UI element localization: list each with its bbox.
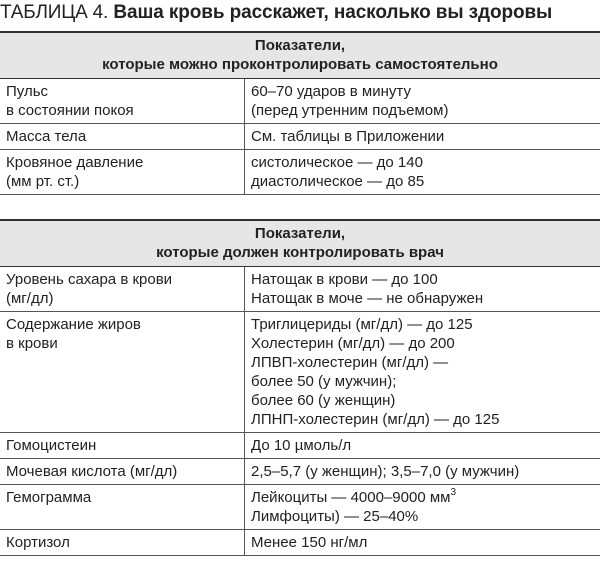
value-line: (перед утренним подъемом) xyxy=(251,102,449,119)
row-value xyxy=(245,530,600,555)
table-doctor-monitoring-header xyxy=(0,221,600,267)
value-line: Натощак в крови — до 100 xyxy=(251,271,438,288)
table-self-monitoring-header xyxy=(0,33,600,79)
value-line: Лимфоциты) — 25–40% xyxy=(251,508,419,525)
value-line: 60–70 ударов в минуту xyxy=(251,83,411,100)
table-row-uric-acid xyxy=(0,459,600,485)
header-line: которые можно проконтролировать самостоятельно xyxy=(102,56,498,73)
row-label xyxy=(0,79,245,123)
row-label xyxy=(0,433,245,458)
row-value xyxy=(245,485,600,529)
label-line: Мочевая кислота (мг/дл) xyxy=(6,463,178,480)
label-line: в крови xyxy=(6,335,58,352)
value-line: См. таблицы в Приложении xyxy=(251,128,445,145)
row-label xyxy=(0,312,245,432)
value-line xyxy=(251,488,596,507)
table-row-blood-pressure xyxy=(0,150,600,195)
value-line: Триглицериды (мг/дл) — до 125 xyxy=(251,316,473,333)
label-line: Уровень сахара в крови xyxy=(6,271,173,288)
row-value xyxy=(245,312,600,432)
row-label xyxy=(0,485,245,529)
value-line: более 60 (у женщин) xyxy=(251,392,396,409)
table-row-body-mass xyxy=(0,124,600,150)
value-line: До 10 µмоль/л xyxy=(251,437,352,454)
label-line: Пульс xyxy=(6,83,49,100)
label-line: Содержание жиров xyxy=(6,316,141,333)
value-line: Менее 150 нг/мл xyxy=(251,534,368,551)
row-label xyxy=(0,459,245,484)
row-value xyxy=(245,433,600,458)
row-value xyxy=(245,459,600,484)
row-value xyxy=(245,267,600,311)
leukocytes-text: Лейкоциты — 4000–9000 мм xyxy=(251,489,451,506)
row-value xyxy=(245,124,600,149)
table-title-main: Ваша кровь расскажет, насколько вы здоровы xyxy=(113,2,553,23)
table-doctor-monitoring xyxy=(0,219,600,556)
table-row-cortisol xyxy=(0,530,600,556)
value-line: ЛПНП-холестерин (мг/дл) — до 125 xyxy=(251,411,500,428)
row-label xyxy=(0,267,245,311)
table-row-blood-sugar xyxy=(0,267,600,312)
table-self-monitoring xyxy=(0,31,600,195)
value-line: ЛПВП-холестерин (мг/дл) — xyxy=(251,354,449,371)
table-row-pulse xyxy=(0,79,600,124)
value-line: Холестерин (мг/дл) — до 200 xyxy=(251,335,455,352)
header-line: которые должен контролировать врач xyxy=(156,244,444,261)
label-line: Кровяное давление xyxy=(6,154,144,171)
row-label xyxy=(0,124,245,149)
header-line: Показатели, xyxy=(254,225,346,242)
table-title xyxy=(0,2,552,24)
row-value xyxy=(245,150,600,194)
label-line: Гомоцистеин xyxy=(6,437,97,454)
table-row-hemogram xyxy=(0,485,600,530)
label-line: Кортизол xyxy=(6,534,70,551)
label-line: Гемограмма xyxy=(6,489,92,506)
label-line: (мм рт. ст.) xyxy=(6,173,80,190)
row-label xyxy=(0,530,245,555)
row-label xyxy=(0,150,245,194)
table-row-homocysteine xyxy=(0,433,600,459)
header-line: Показатели, xyxy=(254,37,346,54)
value-line: диастолическое — до 85 xyxy=(251,173,425,190)
label-line: в состоянии покоя xyxy=(6,102,134,119)
label-line: Масса тела xyxy=(6,128,87,145)
value-line: более 50 (у мужчин); xyxy=(251,373,397,390)
table-title-prefix: ТАБЛИЦА 4. xyxy=(0,2,109,23)
table-row-blood-fats xyxy=(0,312,600,433)
value-line: Натощак в моче — не обнаружен xyxy=(251,290,484,307)
value-line: систолическое — до 140 xyxy=(251,154,423,171)
value-line: 2,5–5,7 (у женщин); 3,5–7,0 (у мужчин) xyxy=(251,463,520,480)
label-line: (мг/дл) xyxy=(6,290,54,307)
row-value xyxy=(245,79,600,123)
superscript-3: 3 xyxy=(450,487,457,498)
